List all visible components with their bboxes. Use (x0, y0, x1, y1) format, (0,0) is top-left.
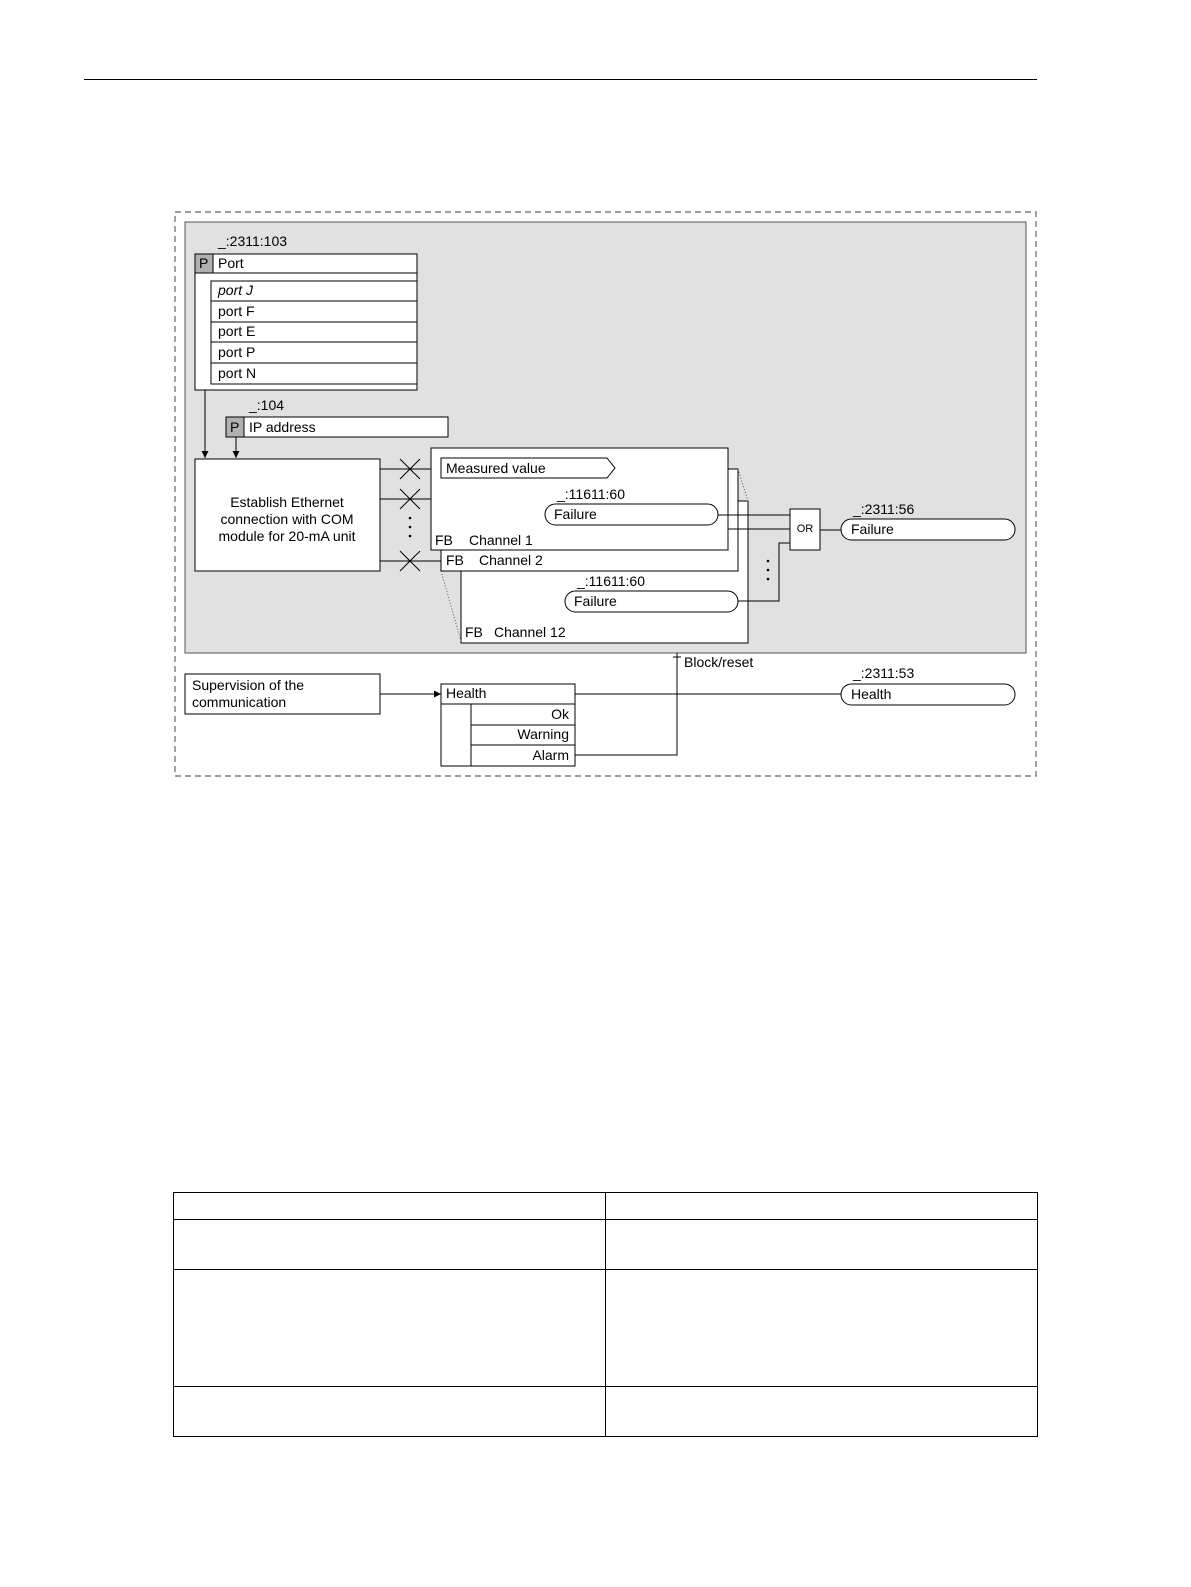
health-title: Health (446, 685, 487, 701)
channel-1-fb: FB (435, 532, 453, 548)
supervision-block (185, 674, 380, 714)
port-address: _:2311:103 (218, 233, 288, 249)
port-parameter (195, 233, 417, 390)
table-row (174, 1193, 1038, 1220)
or-gate (790, 509, 820, 550)
channel-12-failure-address: _:11611:60 (577, 573, 645, 589)
health-output (841, 665, 1015, 705)
port-option: port E (218, 323, 256, 339)
supervision-line: communication (192, 694, 287, 710)
table-cell (174, 1270, 606, 1387)
measured-value-label: Measured value (446, 460, 546, 476)
channel-2-name: Channel 2 (479, 552, 543, 568)
ip-title: IP address (249, 419, 316, 435)
block-reset-label: Block/reset (684, 654, 754, 670)
establish-line: Establish Ethernet (230, 494, 344, 510)
establish-line: module for 20-mA unit (218, 528, 356, 544)
health-block (441, 684, 575, 766)
health-state: Warning (517, 726, 569, 742)
ip-address-id: _:104 (249, 397, 285, 413)
channel-2-fb: FB (446, 552, 464, 568)
ip-p-label: P (230, 419, 240, 435)
table-cell (606, 1220, 1038, 1270)
port-title: Port (218, 255, 244, 271)
health-output-label: Health (851, 686, 892, 702)
failure-output-label: Failure (851, 521, 894, 537)
table-row (174, 1220, 1038, 1270)
channel-1-block (431, 448, 728, 550)
table-cell (174, 1193, 606, 1220)
table-cell (606, 1193, 1038, 1220)
table-cell (174, 1220, 606, 1270)
channel-12-fb: FB (465, 624, 483, 640)
port-option: port F (218, 303, 255, 319)
health-output-address: _:2311:53 (853, 665, 915, 681)
establish-line: connection with COM (220, 511, 354, 527)
health-state: Alarm (532, 747, 569, 763)
channel-1-failure: Failure (554, 506, 597, 522)
health-state: Ok (551, 706, 569, 722)
port-option: port J (218, 282, 254, 298)
channel-12-failure: Failure (574, 593, 617, 609)
data-table (173, 1192, 1038, 1437)
port-option: port P (218, 344, 256, 360)
establish-connection-block (195, 459, 380, 571)
channel-12-name: Channel 12 (494, 624, 566, 640)
channel-1-name: Channel 1 (469, 532, 533, 548)
table-cell (606, 1387, 1038, 1437)
channel-1-failure-address: _:11611:60 (557, 486, 625, 502)
table-cell (606, 1270, 1038, 1387)
failure-output-address: _:2311:56 (853, 501, 915, 517)
or-gate-label: OR (796, 523, 814, 535)
alarm-to-block-reset-wire (575, 653, 677, 755)
table-row (174, 1387, 1038, 1437)
table-row (174, 1270, 1038, 1387)
port-p-label: P (199, 255, 209, 271)
port-option: port N (218, 365, 257, 381)
supervision-line: Supervision of the (192, 677, 305, 693)
table-cell (174, 1387, 606, 1437)
